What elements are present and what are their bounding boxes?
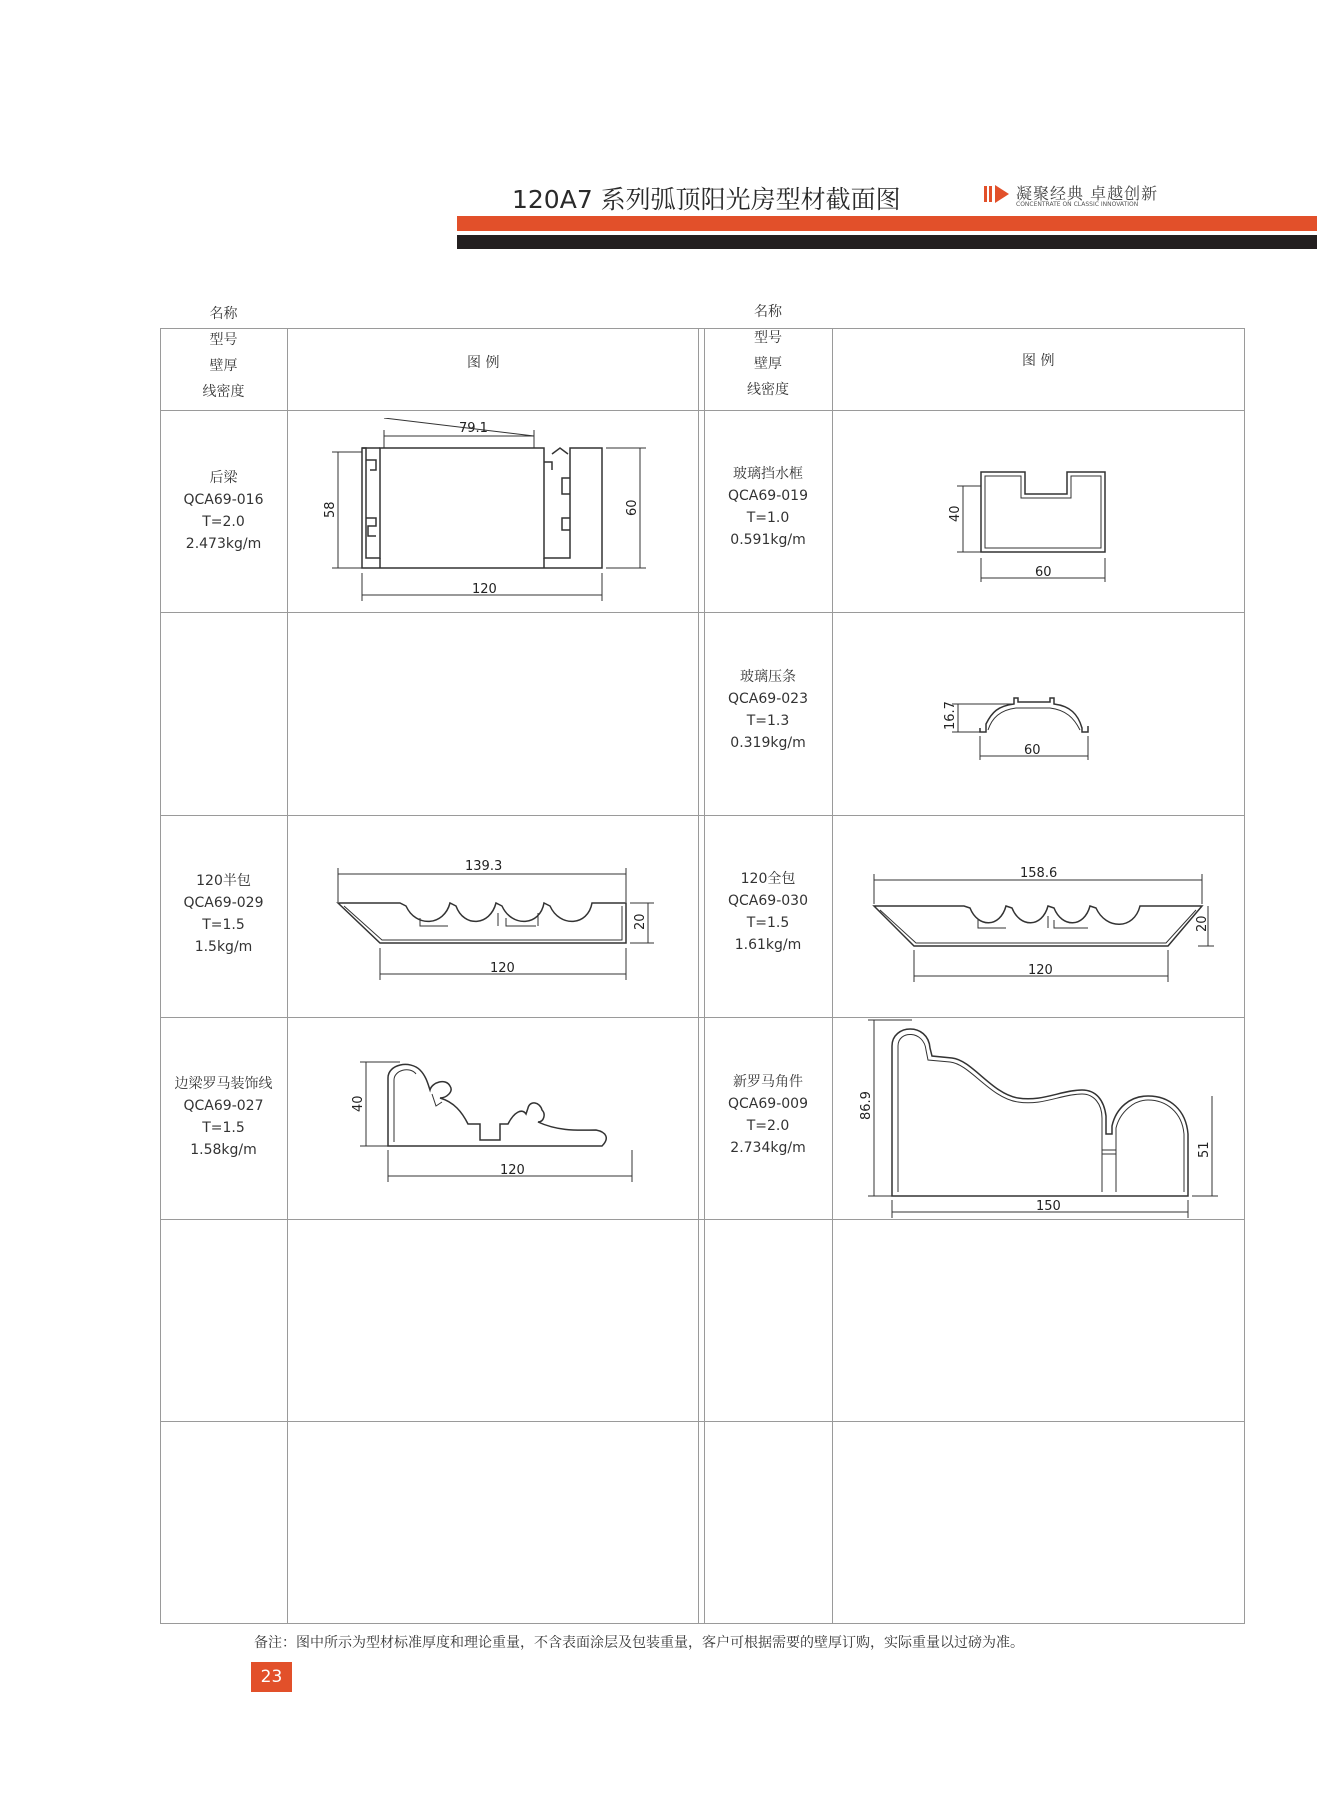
profile-model: QCA69-030: [728, 893, 808, 909]
dim-left: 58: [323, 501, 338, 518]
header-fields-left: [160, 301, 287, 405]
profile-name: 边梁罗马装饰线: [174, 1076, 273, 1092]
brand-slogan-en: CONCENTRATE ON CLASSIC INNOVATION: [1016, 201, 1139, 208]
dim-left: 40: [948, 505, 963, 522]
dim-bottom: 60: [1035, 565, 1052, 580]
profile-info-r4-right: [704, 1071, 832, 1159]
header-legend-left: 图 例: [467, 355, 500, 371]
profile-drawing-r2-right: [930, 690, 1110, 760]
dim-top: 139.3: [465, 859, 503, 874]
profile-name: 玻璃压条: [740, 669, 796, 685]
profile-name: 120全包: [740, 871, 796, 887]
profile-info-r2-right: [704, 666, 832, 754]
dim-right: 60: [625, 499, 640, 516]
header-fields-right: [704, 299, 832, 403]
dim-left: 40: [351, 1095, 366, 1112]
header-field-thickness: 壁厚: [754, 356, 782, 372]
dim-bottom: 120: [1028, 963, 1053, 978]
profile-drawing-r3-left: [330, 858, 670, 983]
brand-slogan-cn: 凝聚经典 卓越创新: [1016, 184, 1159, 203]
profile-info-r3-right: [704, 868, 832, 956]
header-field-model: 型号: [754, 330, 782, 346]
profile-density: 2.473kg/m: [185, 536, 262, 552]
profile-thickness: T=1.3: [746, 713, 790, 729]
dim-right: 51: [1197, 1141, 1212, 1158]
dim-bottom: 60: [1024, 743, 1041, 758]
profile-info-r1-right: [704, 463, 832, 551]
header-accent-bar: [457, 216, 1317, 231]
dim-top: 79.1: [459, 421, 488, 436]
header-field-name: 名称: [754, 304, 782, 320]
profile-name: 后梁: [209, 470, 238, 486]
profile-thickness: T=1.0: [746, 510, 790, 526]
profile-model: QCA69-023: [728, 691, 808, 707]
profile-drawing-r4-right: [852, 1016, 1232, 1221]
header-field-density: 线密度: [202, 384, 245, 400]
brand-logo-icon: [984, 184, 1012, 204]
profile-model: QCA69-016: [183, 492, 264, 508]
page-number: 23: [251, 1662, 292, 1692]
profile-density: 0.319kg/m: [730, 735, 806, 751]
header-field-name: 名称: [209, 306, 238, 322]
profile-thickness: T=2.0: [202, 514, 245, 530]
dim-bottom: 150: [1036, 1199, 1061, 1214]
profile-density: 0.591kg/m: [730, 532, 806, 548]
profile-density: 1.5kg/m: [194, 939, 253, 955]
dim-right: 20: [633, 913, 648, 930]
dim-top: 158.6: [1020, 866, 1058, 881]
profile-model: QCA69-027: [183, 1098, 264, 1114]
profile-density: 1.61kg/m: [734, 937, 802, 953]
dim-bottom: 120: [490, 961, 515, 976]
header-field-model: 型号: [209, 332, 238, 348]
profile-thickness: T=1.5: [746, 915, 790, 931]
profile-drawing-r4-left: [350, 1052, 650, 1192]
profile-model: QCA69-019: [728, 488, 808, 504]
profile-model: QCA69-029: [183, 895, 264, 911]
profile-density: 2.734kg/m: [730, 1140, 806, 1156]
dim-left: 86.9: [859, 1091, 874, 1120]
profile-info-r1-left: [160, 467, 287, 555]
profile-name: 120半包: [196, 873, 251, 889]
header-field-density: 线密度: [747, 382, 789, 398]
profile-drawing-r1-right: [945, 466, 1115, 586]
page-title: 120A7 系列弧顶阳光房型材截面图: [512, 185, 901, 214]
profile-name: 玻璃挡水框: [733, 466, 803, 482]
dim-bottom: 120: [500, 1163, 525, 1178]
profile-model: QCA69-009: [728, 1096, 808, 1112]
profile-info-r4-left: [160, 1073, 287, 1161]
header-dark-bar: [457, 235, 1317, 249]
profile-drawing-r1-left: [322, 418, 652, 603]
profile-thickness: T=1.5: [202, 1120, 245, 1136]
profile-thickness: T=2.0: [746, 1118, 790, 1134]
dim-left: 16.7: [943, 701, 958, 730]
header-legend-right: 图 例: [1022, 353, 1055, 369]
profile-info-r3-left: [160, 870, 287, 958]
profile-drawing-r3-right: [868, 866, 1218, 986]
header-field-thickness: 壁厚: [209, 358, 238, 374]
profile-density: 1.58kg/m: [190, 1142, 257, 1158]
profile-thickness: T=1.5: [202, 917, 245, 933]
dim-bottom: 120: [472, 582, 497, 597]
footnote: 备注：图中所示为型材标准厚度和理论重量，不含表面涂层及包装重量，客户可根据需要的壁厚订购，实际重量以过磅为准。: [254, 1635, 1024, 1651]
dim-right: 20: [1195, 915, 1210, 932]
profile-name: 新罗马角件: [733, 1074, 803, 1090]
